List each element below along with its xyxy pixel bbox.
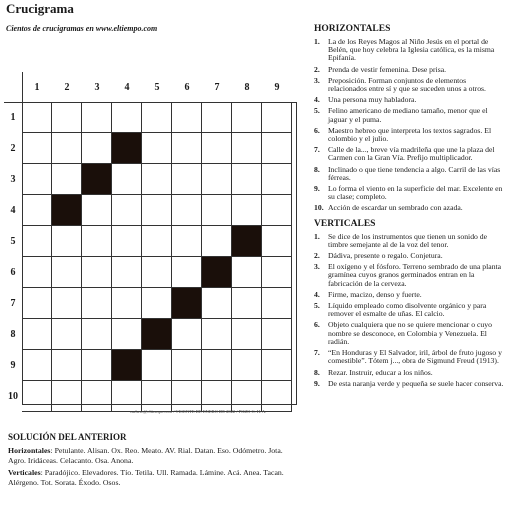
grid-cell[interactable]	[82, 319, 112, 350]
row-number: 9	[10, 360, 16, 371]
grid-cell[interactable]	[232, 350, 262, 381]
grid-cell[interactable]	[82, 102, 112, 133]
clue-number: 3.	[314, 262, 320, 272]
clue-text: Prenda de vestir femenina. Dese prisa.	[328, 64, 447, 74]
clue-item	[314, 233, 506, 249]
grid-cell[interactable]	[112, 226, 142, 257]
clue-text: Firme, macizo, denso y fuerte.	[328, 289, 422, 299]
column-number: 1	[34, 81, 40, 93]
clue-item	[314, 321, 506, 346]
grid-cell[interactable]	[142, 381, 172, 412]
black-square	[232, 226, 262, 257]
clue-number: 1.	[314, 37, 320, 46]
grid-cell[interactable]	[22, 288, 52, 319]
clue-item	[314, 349, 506, 365]
solution-verticales	[8, 468, 300, 487]
grid-cell[interactable]	[142, 350, 172, 381]
grid-cell[interactable]	[112, 195, 142, 226]
clue-item	[314, 302, 506, 318]
clue-text: La de los Reyes Magos al Niño Jesús en el portal de Belén, que hoy celebra la Iglesia católica, es la misma Epifanía.	[328, 37, 495, 63]
grid-cell[interactable]	[22, 257, 52, 288]
grid-cell[interactable]	[82, 226, 112, 257]
clue-text: Objeto cualquiera que no se quiere mencionar o cuyo nombre se desconoce, en Colombia y Venezuela. El radián.	[328, 320, 492, 346]
verticales-list	[314, 233, 506, 388]
grid-cell[interactable]	[82, 133, 112, 164]
grid-cell[interactable]	[22, 164, 52, 195]
solution-verticales-text: : Paradójico. Elevadores. Tío. Tetila. Ull. Ramada. Lámine. Acá. Anea. Tacan. Alérgeno. Tot. Sorata. Éxodo. Osos.	[8, 468, 284, 487]
grid-cell[interactable]	[172, 381, 202, 412]
grid-cell[interactable]	[262, 195, 292, 226]
grid-cell[interactable]	[112, 102, 142, 133]
clue-text: Rezar. Instruir, educar a los niños.	[328, 367, 433, 377]
credit-line: carhere@eltiempo.com / VICENTE DE ENERO DE 2022 / POZO C. H. A.	[130, 409, 267, 414]
grid-cell[interactable]	[142, 133, 172, 164]
grid-cell[interactable]	[202, 350, 232, 381]
black-square	[202, 257, 232, 288]
grid-cell[interactable]	[52, 350, 82, 381]
clue-number: 7.	[314, 145, 320, 155]
horizontales-heading: HORIZONTALES	[314, 24, 391, 34]
clue-number: 7.	[314, 348, 320, 358]
grid-cell[interactable]	[22, 102, 52, 133]
row-number: 6	[10, 267, 16, 278]
grid-cell[interactable]	[262, 288, 292, 319]
clue-text: Preposición. Forman conjuntos de elementos relacionados entre sí y que se suceden unos a otros.	[328, 75, 486, 94]
clue-item	[314, 127, 506, 143]
grid-cell[interactable]	[262, 133, 292, 164]
black-square	[112, 133, 142, 164]
clue-number: 5.	[314, 301, 320, 311]
clue-item	[314, 166, 506, 182]
grid-cell[interactable]	[82, 257, 112, 288]
grid-cell[interactable]	[82, 195, 112, 226]
grid-cell[interactable]	[232, 319, 262, 350]
grid-cell[interactable]	[232, 195, 262, 226]
clue-item	[314, 204, 506, 212]
grid-cell[interactable]	[142, 164, 172, 195]
grid-cell[interactable]	[202, 133, 232, 164]
grid-cell[interactable]	[202, 319, 232, 350]
solution-horizontales-text: : Petulante. Alisan. Ox. Reo. Meato. AV. Rial. Datan. Eso. Odómetro. Jota. Agro. Iridáceas. Celacanto. Osa. Anona.	[8, 446, 283, 465]
row-number: 10	[8, 391, 18, 402]
grid-cell[interactable]	[172, 350, 202, 381]
clue-item	[314, 291, 506, 299]
clue-text: Dádiva, presente o regalo. Conjetura.	[328, 251, 443, 261]
clue-item	[314, 38, 506, 63]
clue-text: Inclinado o que tiene tendencia a algo. Carril de las vías férreas.	[328, 164, 501, 182]
clue-text: Maestro hebreo que interpreta los textos sagrados. El colombio y el julio.	[328, 125, 492, 144]
solution-horizontales	[8, 446, 300, 465]
clues-panel	[314, 24, 506, 391]
clue-number: 10.	[314, 203, 324, 213]
clue-item	[314, 369, 506, 377]
grid-cell[interactable]	[142, 226, 172, 257]
grid-cell[interactable]	[112, 319, 142, 350]
grid-cell[interactable]	[82, 288, 112, 319]
clue-text: Acción de escardar un sembrado con azada.	[328, 203, 463, 213]
clue-number: 2.	[314, 64, 320, 74]
clue-text: Se dice de los instrumentos que tienen un sonido de timbre semejante al de la voz del tenor.	[328, 231, 488, 249]
row-number: 1	[10, 112, 16, 123]
clue-text: De esta naranja verde y pequeña se suele hacer conserva.	[328, 378, 504, 388]
clue-text: Calle de la..., breve vía madrileña que une la plaza del Carmen con la Gran Vía. Prefijo multiplicador.	[328, 145, 495, 163]
grid-cell[interactable]	[172, 257, 202, 288]
solution-verticales-label: Verticales	[8, 468, 41, 477]
clue-item	[314, 380, 506, 388]
grid-cell[interactable]	[52, 102, 82, 133]
grid-cell[interactable]	[112, 257, 142, 288]
row-number: 3	[10, 174, 16, 185]
grid-cell[interactable]	[262, 226, 292, 257]
clue-number: 9.	[314, 378, 320, 388]
clue-text: Líquido empleado como disolvente orgánico y para remover el esmalte de uñas. El calcio.	[328, 301, 487, 319]
row-number: 4	[10, 205, 16, 216]
black-square	[142, 319, 172, 350]
grid-cell[interactable]	[172, 319, 202, 350]
clue-item	[314, 185, 506, 201]
solution-title: SOLUCIÓN DEL ANTERIOR	[8, 432, 127, 442]
crossword-grid	[4, 72, 297, 405]
grid-cell[interactable]	[232, 257, 262, 288]
clue-number: 2.	[314, 251, 320, 261]
grid-cell[interactable]	[22, 226, 52, 257]
grid-cell[interactable]	[82, 381, 112, 412]
clue-number: 1.	[314, 231, 320, 241]
clue-item	[314, 146, 506, 162]
row-number: 7	[10, 298, 16, 309]
row-number: 2	[10, 143, 16, 154]
column-number: 8	[244, 81, 250, 93]
clue-number: 6.	[314, 125, 320, 135]
grid-cell[interactable]	[172, 226, 202, 257]
column-number: 3	[94, 81, 100, 93]
crossword-subtitle: Cientos de crucigramas en www.eltiempo.com	[6, 24, 158, 33]
grid-cell[interactable]	[52, 133, 82, 164]
column-number: 6	[184, 81, 190, 93]
grid-cell[interactable]	[262, 350, 292, 381]
grid-cell[interactable]	[232, 164, 262, 195]
clue-number: 8.	[314, 367, 320, 377]
clue-item	[314, 66, 506, 74]
clue-text: El oxígeno y el fósforo. Terreno sembrado de una planta gramínea cuyos granos germinados entran en la fabricación de la cerveza.	[328, 262, 502, 288]
clue-item	[314, 77, 506, 93]
clue-text: Felino americano de mediano tamaño, menor que el jaguar y el puma.	[328, 106, 488, 124]
column-number: 7	[214, 81, 220, 93]
grid-cell[interactable]	[52, 381, 82, 412]
grid-cell[interactable]	[52, 164, 82, 195]
clue-text: “En Honduras y El Salvador, iril, árbol de fruto jugoso y comestible”. Tótem j..., obra de Sigmund Freud (1913).	[328, 348, 502, 366]
black-square	[172, 288, 202, 319]
horizontales-list	[314, 38, 506, 213]
verticales-heading: VERTICALES	[314, 218, 376, 229]
clue-text: Una persona muy habladora.	[328, 95, 417, 105]
grid-cell[interactable]	[172, 102, 202, 133]
grid-cell[interactable]	[142, 195, 172, 226]
grid-cell[interactable]	[262, 381, 292, 412]
grid-cell[interactable]	[112, 288, 142, 319]
grid-cell[interactable]	[142, 288, 172, 319]
grid-cell[interactable]	[82, 350, 112, 381]
grid-cell[interactable]	[202, 226, 232, 257]
grid-cell[interactable]	[112, 381, 142, 412]
clue-number: 6.	[314, 320, 320, 330]
grid-cell[interactable]	[22, 381, 52, 412]
grid-cell[interactable]	[172, 164, 202, 195]
grid-cell[interactable]	[142, 257, 172, 288]
grid-cell[interactable]	[52, 288, 82, 319]
black-square	[52, 195, 82, 226]
grid-cell[interactable]	[232, 133, 262, 164]
column-number: 9	[274, 81, 280, 93]
grid-cell[interactable]	[172, 133, 202, 164]
grid-cell[interactable]	[262, 257, 292, 288]
row-number: 5	[10, 236, 16, 247]
grid-cell[interactable]	[22, 350, 52, 381]
grid-cell[interactable]	[262, 319, 292, 350]
clue-item	[314, 96, 506, 104]
grid-cell[interactable]	[172, 195, 202, 226]
clue-number: 4.	[314, 289, 320, 299]
solution-section	[8, 432, 300, 490]
clue-number: 9.	[314, 184, 320, 194]
black-square	[82, 164, 112, 195]
grid-cell[interactable]	[52, 257, 82, 288]
grid-cell[interactable]	[202, 381, 232, 412]
clue-item	[314, 107, 506, 123]
grid-cell[interactable]	[52, 226, 82, 257]
grid-cell[interactable]	[232, 381, 262, 412]
grid-cell[interactable]	[202, 102, 232, 133]
grid-cell[interactable]	[232, 102, 262, 133]
grid-cell[interactable]	[22, 319, 52, 350]
clue-number: 4.	[314, 95, 320, 105]
clue-item	[314, 263, 506, 288]
clue-text: Lo forma el viento en la superficie del mar. Excelente en su clase; completo.	[328, 184, 503, 202]
crossword-title: Crucigrama	[6, 1, 74, 16]
grid-cell[interactable]	[22, 195, 52, 226]
black-square	[112, 350, 142, 381]
grid-cell[interactable]	[112, 164, 142, 195]
clue-number: 5.	[314, 106, 320, 116]
grid-cell[interactable]	[202, 164, 232, 195]
grid-cell[interactable]	[142, 102, 172, 133]
grid-cell[interactable]	[22, 133, 52, 164]
grid-cell[interactable]	[262, 102, 292, 133]
row-number: 8	[10, 329, 16, 340]
grid-cell[interactable]	[232, 288, 262, 319]
column-number: 5	[154, 81, 160, 93]
grid-cell[interactable]	[52, 319, 82, 350]
clue-item	[314, 252, 506, 260]
clue-number: 8.	[314, 164, 320, 174]
clue-number: 3.	[314, 75, 320, 85]
column-number: 4	[124, 81, 130, 93]
solution-horizontales-label: Horizontales	[8, 446, 51, 455]
column-number: 2	[64, 81, 70, 93]
grid-cell[interactable]	[262, 164, 292, 195]
grid-cell[interactable]	[202, 288, 232, 319]
grid-cell[interactable]	[202, 195, 232, 226]
